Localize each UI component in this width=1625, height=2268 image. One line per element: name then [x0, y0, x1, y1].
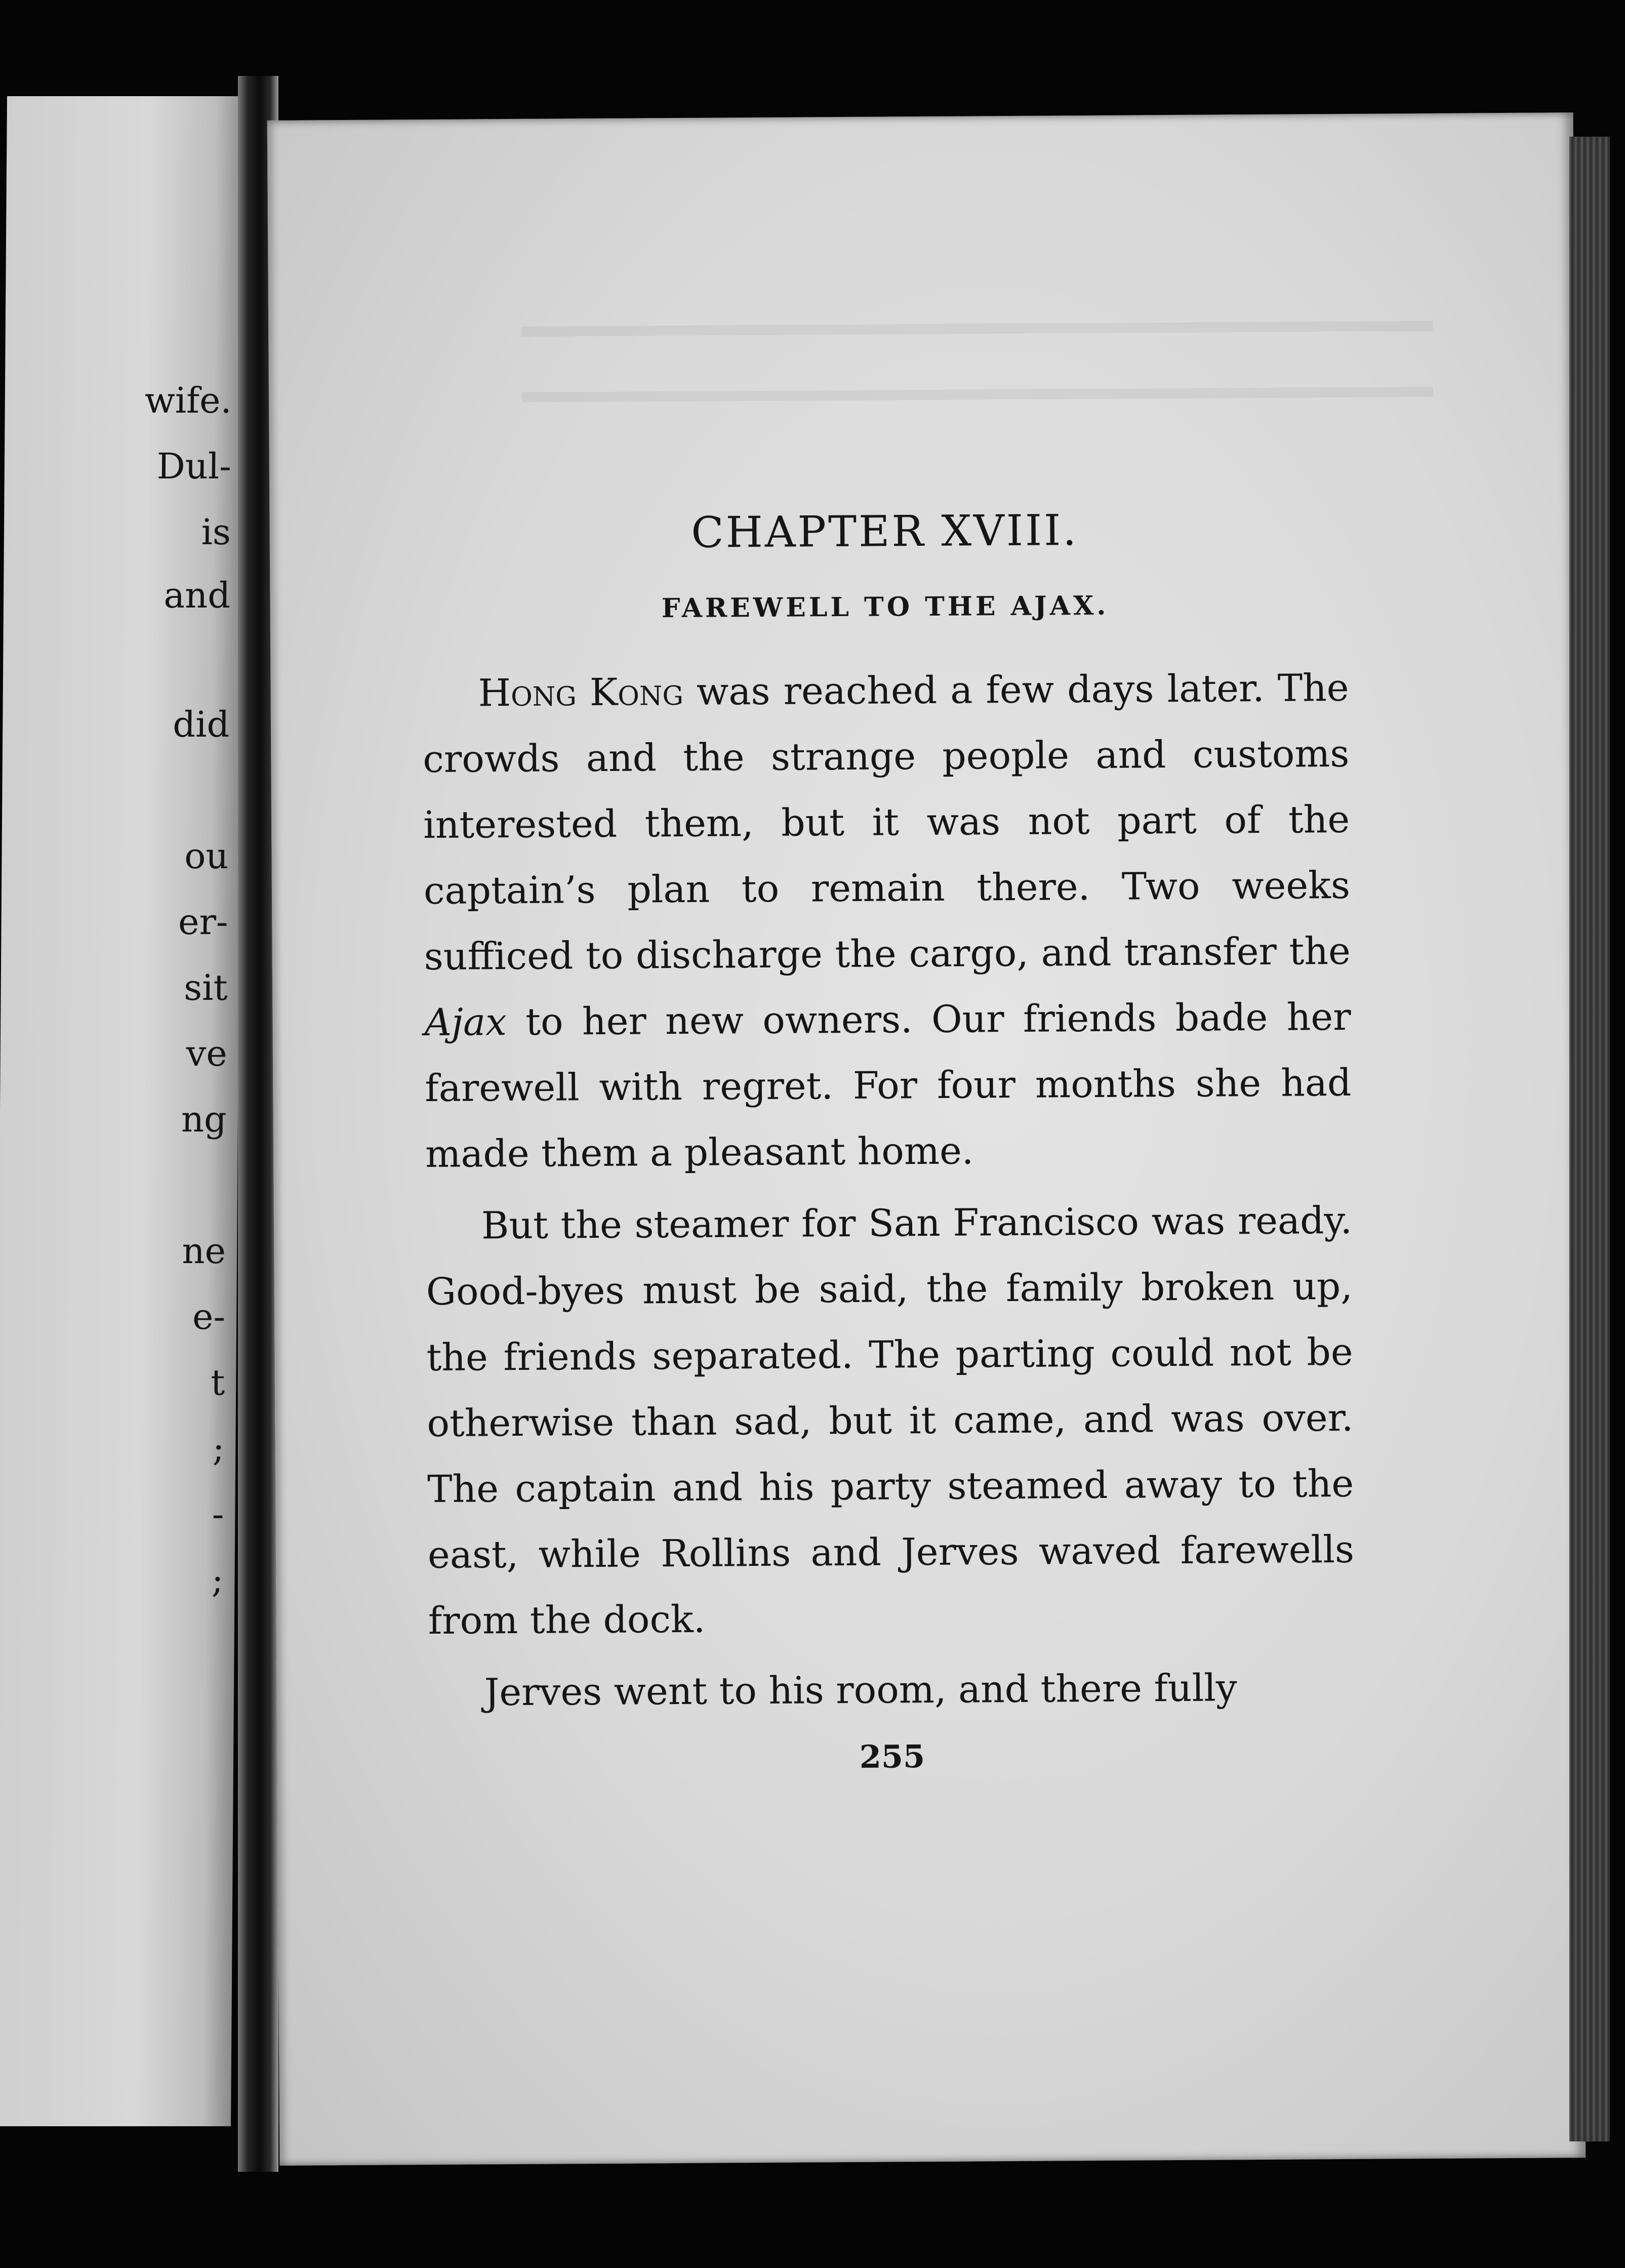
left-fragment-line: ;: [211, 1559, 224, 1601]
left-fragment-line: Dul-: [156, 446, 232, 487]
paragraph-2: But the steamer for San Francisco was ready. Good-byes must be said, the family broken up, the friends separated. The parting could not be otherwise than sad, but it came, and was over. The captain and his party steamed away to the east, while Rollins and Jerves waved farewells from the dock.: [426, 1198, 1355, 1643]
bleed-through-texture: [521, 265, 1434, 433]
main-right-page: [267, 112, 1586, 2166]
left-fragment-line: ou: [184, 835, 229, 877]
left-fragment-line: er-: [178, 901, 228, 943]
left-fragment-line: ng: [181, 1099, 227, 1140]
page-block-edge: [1569, 137, 1610, 2141]
paragraph-1-text-b: to her new owners. Our friends bade her farewell with regret. For four months she had made them a pleasant home.: [425, 995, 1352, 1177]
left-fragment-line: sit: [183, 967, 228, 1008]
left-fragment-line: and: [164, 575, 231, 616]
left-fragment-line: t: [210, 1362, 225, 1403]
facing-left-page: [0, 96, 245, 2126]
left-fragment-line: ;: [212, 1428, 225, 1469]
page-text-block: [421, 504, 1355, 1778]
chapter-subtitle: FAREWELL TO THE AJAX.: [661, 590, 1109, 624]
paragraph-1-text-a: was reached a few days later. The crowds and the strange people and customs interested them, but it was not part of the captain’s plan to remain there. Two weeks sufficed to discharge the cargo, and transfer the: [423, 666, 1351, 979]
paragraph-1: [422, 655, 1352, 1187]
left-fragment-line: e-: [192, 1296, 226, 1338]
paragraph-1-lead: Hong Kong: [478, 670, 684, 715]
left-fragment-line: ve: [186, 1033, 228, 1074]
left-fragment-line: -: [212, 1493, 224, 1535]
page-number: 255: [859, 1738, 925, 1775]
paragraph-3: Jerves went to his room, and there fully: [484, 1666, 1237, 1715]
ship-name-ajax: Ajax: [424, 1000, 507, 1045]
left-fragment-line: ne: [182, 1230, 226, 1272]
left-fragment-line: wife.: [144, 380, 232, 421]
chapter-title: CHAPTER XVIII.: [691, 505, 1079, 557]
left-fragment-line: did: [173, 704, 230, 745]
left-fragment-line: is: [201, 511, 231, 553]
